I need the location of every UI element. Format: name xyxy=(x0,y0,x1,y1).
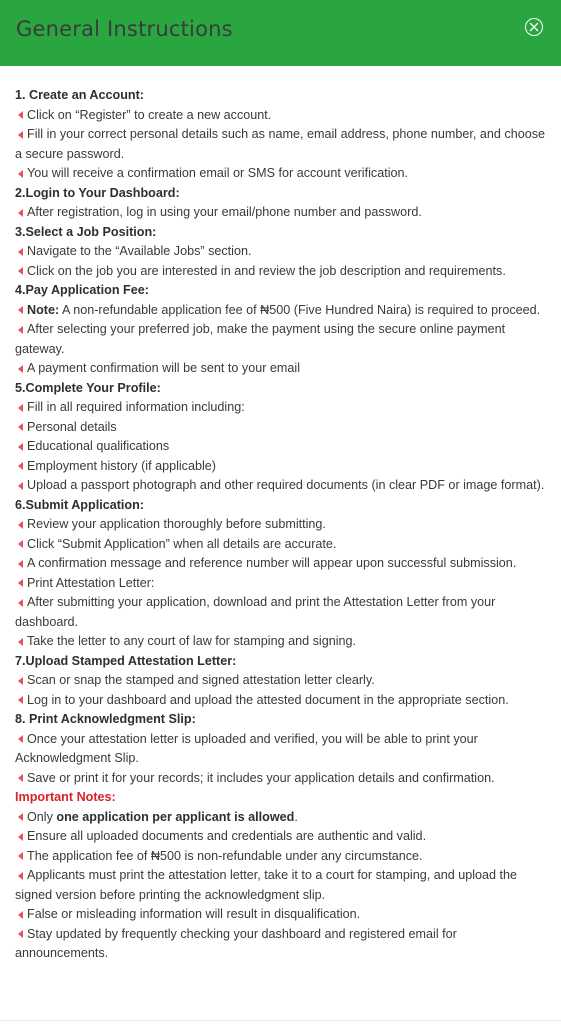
section-heading: 3.Select a Job Position: xyxy=(15,224,157,239)
item-text: A confirmation message and reference number will appear upon successful submission. xyxy=(27,556,517,570)
caret-left-icon xyxy=(15,827,27,847)
list-item xyxy=(15,691,546,711)
list-item xyxy=(15,301,546,321)
caret-left-icon xyxy=(15,808,27,828)
item-text: Review your application thoroughly before submitting. xyxy=(27,517,326,531)
list-item xyxy=(15,574,546,594)
item-text: Ensure all uploaded documents and credentials are authentic and valid. xyxy=(27,829,427,843)
list-item xyxy=(15,905,546,925)
section-heading: 4.Pay Application Fee: xyxy=(15,283,149,297)
list-item xyxy=(15,535,546,555)
list-item xyxy=(15,671,546,691)
caret-left-icon xyxy=(15,515,27,535)
item-text: After submitting your application, download and print the Attestation Letter from your dashboard. xyxy=(15,595,496,629)
list-item xyxy=(15,457,546,477)
caret-left-icon xyxy=(15,574,27,594)
list-item xyxy=(15,769,546,789)
caret-left-icon xyxy=(15,164,27,184)
list-item xyxy=(15,398,546,418)
section-heading: 7.Upload Stamped Attestation Letter: xyxy=(15,653,237,668)
caret-left-icon xyxy=(15,457,27,477)
caret-left-icon xyxy=(15,691,27,711)
list-item xyxy=(15,203,546,223)
list-item xyxy=(15,320,546,359)
list-item xyxy=(15,106,546,126)
list-item xyxy=(15,593,546,632)
list-item xyxy=(15,359,546,379)
item-text: You will receive a confirmation email or SMS for account verification. xyxy=(27,166,409,180)
caret-left-icon xyxy=(15,301,27,321)
caret-left-icon xyxy=(15,925,27,945)
caret-left-icon xyxy=(15,866,27,886)
caret-left-icon xyxy=(15,125,27,145)
section-heading: 1. Create an Account: xyxy=(15,88,144,102)
list-item xyxy=(15,242,546,262)
item-text: Stay updated by frequently checking your dashboard and registered email for announcements. xyxy=(15,926,457,960)
item-text: Fill in all required information including: xyxy=(27,400,245,414)
list-item xyxy=(15,808,546,828)
item-text: Log in to your dashboard and upload the attested document in the appropriate section. xyxy=(27,692,509,707)
list-item xyxy=(15,925,546,964)
list-item xyxy=(15,730,546,769)
item-text: . xyxy=(294,809,298,824)
item-text: Applicants must print the attestation letter, take it to a court for stamping, and upload the signed version before printing the acknowledgment slip. xyxy=(15,868,518,902)
caret-left-icon xyxy=(15,106,27,126)
caret-left-icon xyxy=(15,476,27,496)
list-item xyxy=(15,125,546,164)
item-text: After selecting your preferred job, make the payment using the secure online payment gateway. xyxy=(15,322,506,356)
item-text: Employment history (if applicable) xyxy=(27,458,216,473)
item-text-pre: Only xyxy=(27,809,57,824)
caret-left-icon xyxy=(15,320,27,340)
caret-left-icon xyxy=(15,730,27,750)
list-item xyxy=(15,418,546,438)
item-text: Once your attestation letter is uploaded and verified, you will be able to print your Acknowledgment Slip. xyxy=(15,731,478,765)
caret-left-icon xyxy=(15,398,27,418)
section-heading: 6.Submit Application: xyxy=(15,497,144,512)
item-bold-text: Note: xyxy=(27,302,60,317)
divider xyxy=(0,1020,561,1021)
list-item xyxy=(15,827,546,847)
list-item xyxy=(15,476,546,496)
caret-left-icon xyxy=(15,554,27,574)
list-item xyxy=(15,262,546,282)
section-heading: 8. Print Acknowledgment Slip: xyxy=(15,712,196,726)
caret-left-icon xyxy=(15,418,27,438)
section-heading: 5.Complete Your Profile: xyxy=(15,380,161,395)
item-text: The application fee of ₦500 is non-refundable under any circumstance. xyxy=(27,848,423,863)
item-text: False or misleading information will result in disqualification. xyxy=(27,907,361,921)
modal-title: General Instructions xyxy=(16,17,233,41)
caret-left-icon xyxy=(15,847,27,867)
item-bold-text: one application per applicant is allowed xyxy=(56,809,295,824)
item-text: A payment confirmation will be sent to your email xyxy=(27,361,300,375)
item-text: Save or print it for your records; it includes your application details and confirmation. xyxy=(27,770,495,785)
caret-left-icon xyxy=(15,203,27,223)
item-text: Scan or snap the stamped and signed attestation letter clearly. xyxy=(27,673,375,687)
item-text: Click on the job you are interested in and review the job description and requirements. xyxy=(27,263,506,278)
list-item xyxy=(15,554,546,574)
list-item xyxy=(15,437,546,457)
list-item xyxy=(15,866,546,905)
caret-left-icon xyxy=(15,671,27,691)
list-item xyxy=(15,847,546,867)
caret-left-icon xyxy=(15,359,27,379)
item-text: After registration, log in using your email/phone number and password. xyxy=(27,205,422,219)
item-text: Click “Submit Application” when all details are accurate. xyxy=(27,536,337,551)
item-text: Click on “Register” to create a new account. xyxy=(27,107,272,122)
important-notes-heading: Important Notes: xyxy=(15,790,116,804)
item-text: Personal details xyxy=(27,419,117,434)
caret-left-icon xyxy=(15,262,27,282)
item-text: Navigate to the “Available Jobs” section. xyxy=(27,244,252,258)
list-item xyxy=(15,632,546,652)
item-text: A non-refundable application fee of ₦500 (Five Hundred Naira) is required to proceed. xyxy=(59,302,541,317)
caret-left-icon xyxy=(15,535,27,555)
caret-left-icon xyxy=(15,437,27,457)
list-item xyxy=(15,164,546,184)
item-text: Educational qualifications xyxy=(27,439,170,453)
section-heading: 2.Login to Your Dashboard: xyxy=(15,185,180,200)
close-button[interactable] xyxy=(525,18,543,36)
item-text: Fill in your correct personal details such as name, email address, phone number, and choose a secure password. xyxy=(15,127,546,161)
modal-header xyxy=(0,0,561,66)
close-icon xyxy=(529,22,539,32)
instructions-body xyxy=(0,66,561,964)
caret-left-icon xyxy=(15,905,27,925)
caret-left-icon xyxy=(15,593,27,613)
item-text: Take the letter to any court of law for stamping and signing. xyxy=(27,634,357,648)
item-text: Print Attestation Letter: xyxy=(27,575,155,590)
caret-left-icon xyxy=(15,632,27,652)
item-text: Upload a passport photograph and other required documents (in clear PDF or image format). xyxy=(27,478,545,492)
list-item xyxy=(15,515,546,535)
caret-left-icon xyxy=(15,242,27,262)
caret-left-icon xyxy=(15,769,27,789)
